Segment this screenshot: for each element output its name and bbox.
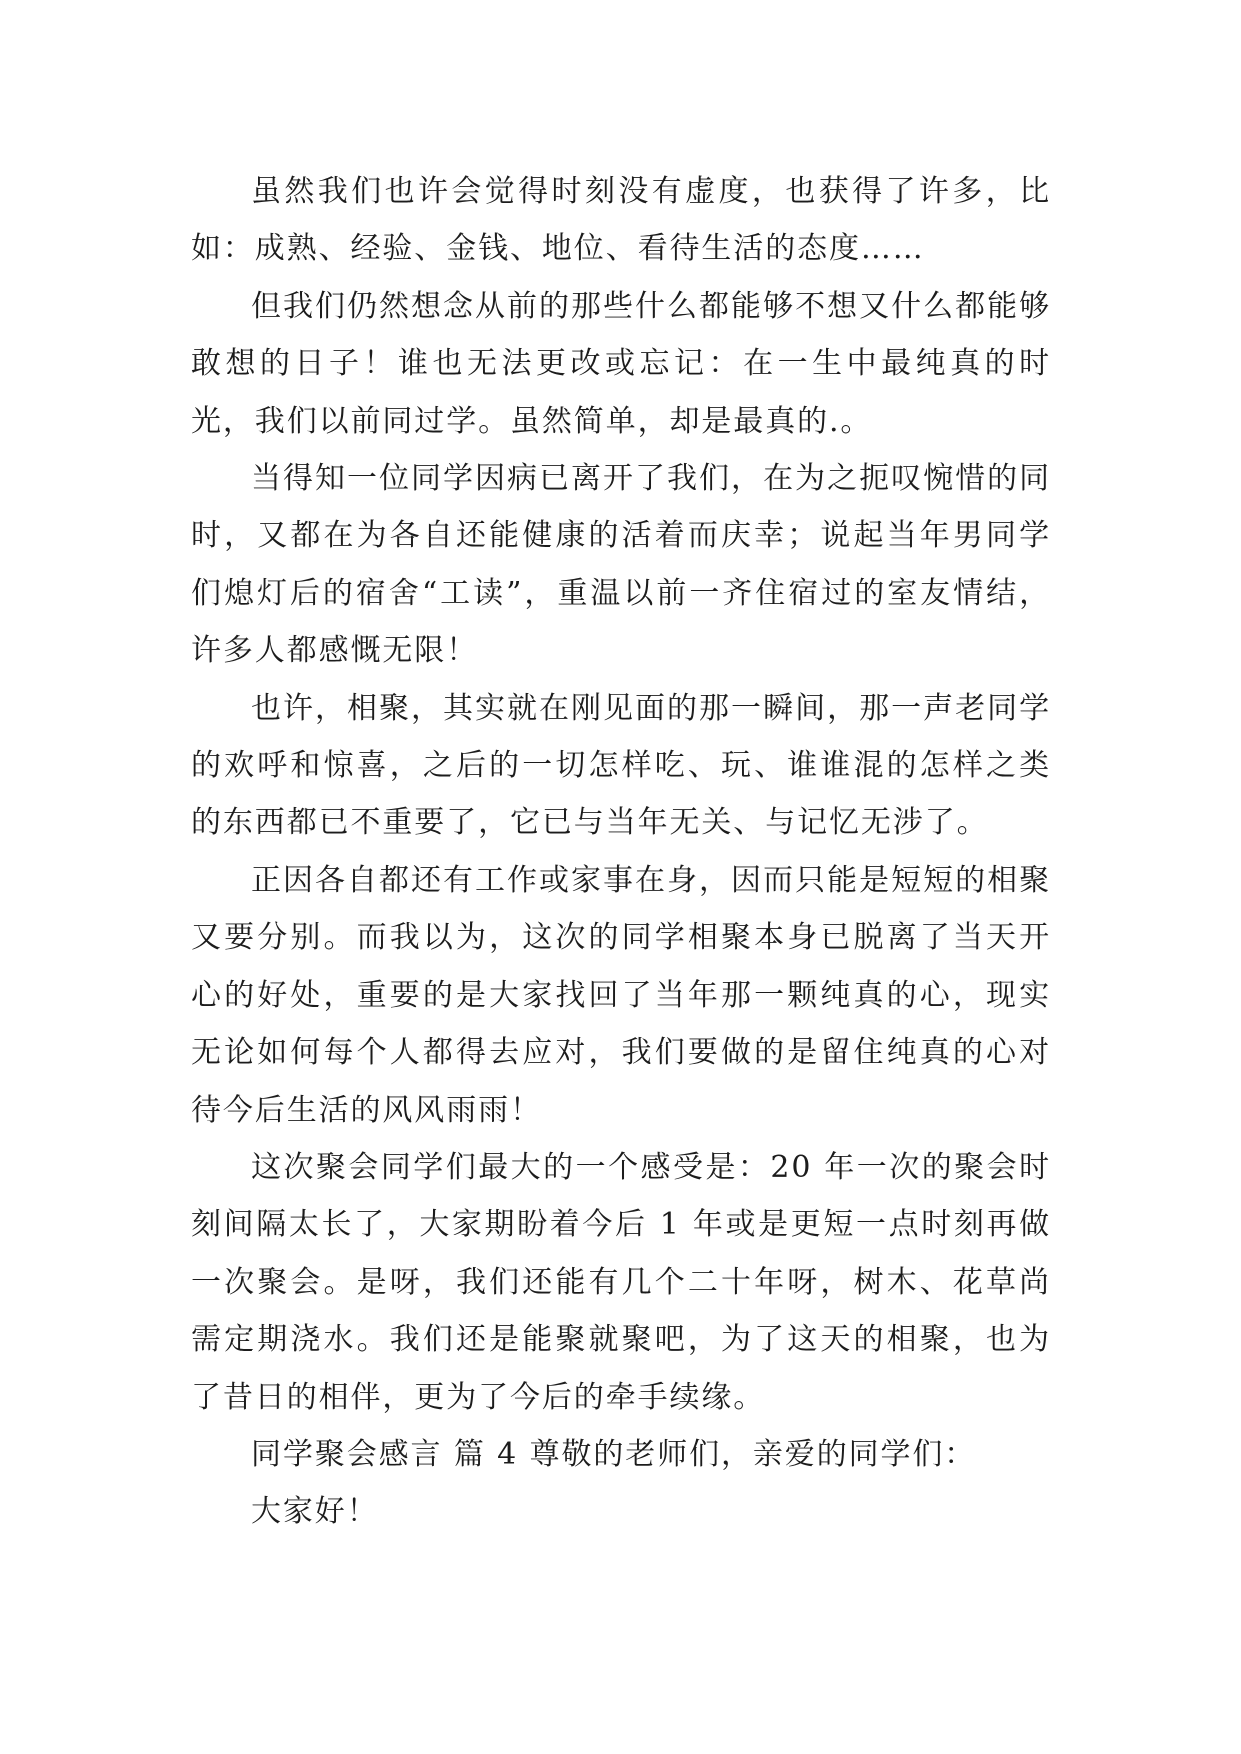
paragraph-7-heading-line: 同学聚会感言 篇 4 尊敬的老师们，亲爱的同学们： [251,1436,977,1472]
paragraph-2: 但我们仍然想念从前的那些什么都能够不想又什么都能够敢想的日子！谁也无法更改或忘记：在一生中最纯真的时光，我们以前同过学。虽然简单，却是最真的.。 [191,288,1051,439]
paragraph-4: 也许，相聚，其实就在刚见面的那一瞬间，那一声老同学的欢呼和惊喜，之后的一切怎样吃、玩、谁谁混的怎样之类的东西都已不重要了，它已与当年无关、与记忆无涉了。 [191,690,1051,841]
document-body [191,163,1051,1541]
paragraph-8-greeting: 大家好！ [251,1494,379,1530]
paragraph-3: 当得知一位同学因病已离开了我们，在为之扼叹惋惜的同时，又都在为各自还能健康的活着而庆幸；说起当年男同学们熄灯后的宿舍“工读”，重温以前一齐住宿过的室友情结，许多人都感慨无限！ [191,461,1051,669]
paragraph-5: 正因各自都还有工作或家事在身，因而只能是短短的相聚又要分别。而我以为，这次的同学相聚本身已脱离了当天开心的好处，重要的是大家找回了当年那一颗纯真的心，现实无论如何每个人都得去应对，我们要做的是留住纯真的心对待今后生活的风风雨雨！ [191,862,1051,1128]
paragraph-6: 这次聚会同学们最大的一个感受是：20 年一次的聚会时刻间隔太长了，大家期盼着今后 1 年或是更短一点时刻再做一次聚会。是呀，我们还能有几个二十年呀，树木、花草尚需定期浇水。我们还是能聚就聚吧，为了这天的相聚，也为了昔日的相伴，更为了今后的牵手续缘。 [191,1149,1051,1415]
paragraph-1: 虽然我们也许会觉得时刻没有虚度，也获得了许多，比如：成熟、经验、金钱、地位、看待生活的态度…… [191,174,1051,267]
